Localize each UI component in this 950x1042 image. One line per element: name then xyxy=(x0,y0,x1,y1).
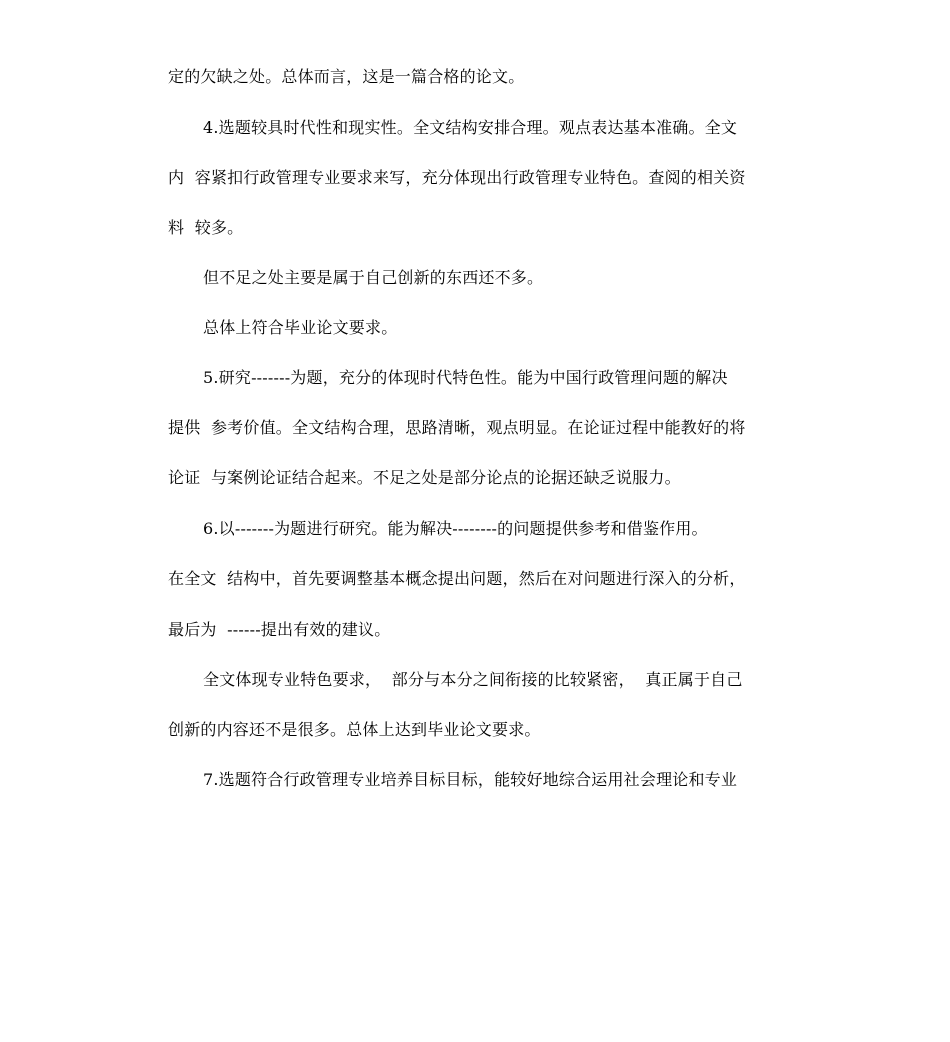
text-line: 6.以-------为题进行研究。能为解决--------的问题提供参考和借鉴作用。 xyxy=(203,519,708,538)
text-line: 论证 与案例论证结合起来。不足之处是部分论点的论据还缺乏说服力。 xyxy=(168,468,681,487)
text-line: 7.选题符合行政管理专业培养目标目标，能较好地综合运用社会理论和专业 xyxy=(203,770,738,789)
text-line: 创新的内容还不是很多。总体上达到毕业论文要求。 xyxy=(168,720,541,739)
text-line: 但不足之处主要是属于自己创新的东西还不多。 xyxy=(203,268,544,287)
text-line: 在全文 结构中，首先要调整基本概念提出问题，然后在对问题进行深入的分析， xyxy=(168,569,746,588)
text-line: 全文体现专业特色要求， 部分与本分之间衔接的比较紧密， 真正属于自己 xyxy=(203,670,743,689)
text-line: 5.研究-------为题，充分的体现时代特色性。能为中国行政管理问题的解决 xyxy=(203,368,728,387)
text-line: 4.选题较具时代性和现实性。全文结构安排合理。观点表达基本准确。全文 xyxy=(203,118,738,137)
text-line: 料 较多。 xyxy=(168,218,244,237)
text-line: 内 容紧扣行政管理专业要求来写，充分体现出行政管理专业特色。查阅的相关资 xyxy=(168,168,746,187)
text-line: 提供 参考价值。全文结构合理，思路清晰，观点明显。在论证过程中能教好的将 xyxy=(168,418,746,437)
text-line: 最后为 ------提出有效的建议。 xyxy=(168,620,391,639)
text-line: 定的欠缺之处。总体而言，这是一篇合格的论文。 xyxy=(168,67,525,86)
text-line: 总体上符合毕业论文要求。 xyxy=(203,318,398,337)
